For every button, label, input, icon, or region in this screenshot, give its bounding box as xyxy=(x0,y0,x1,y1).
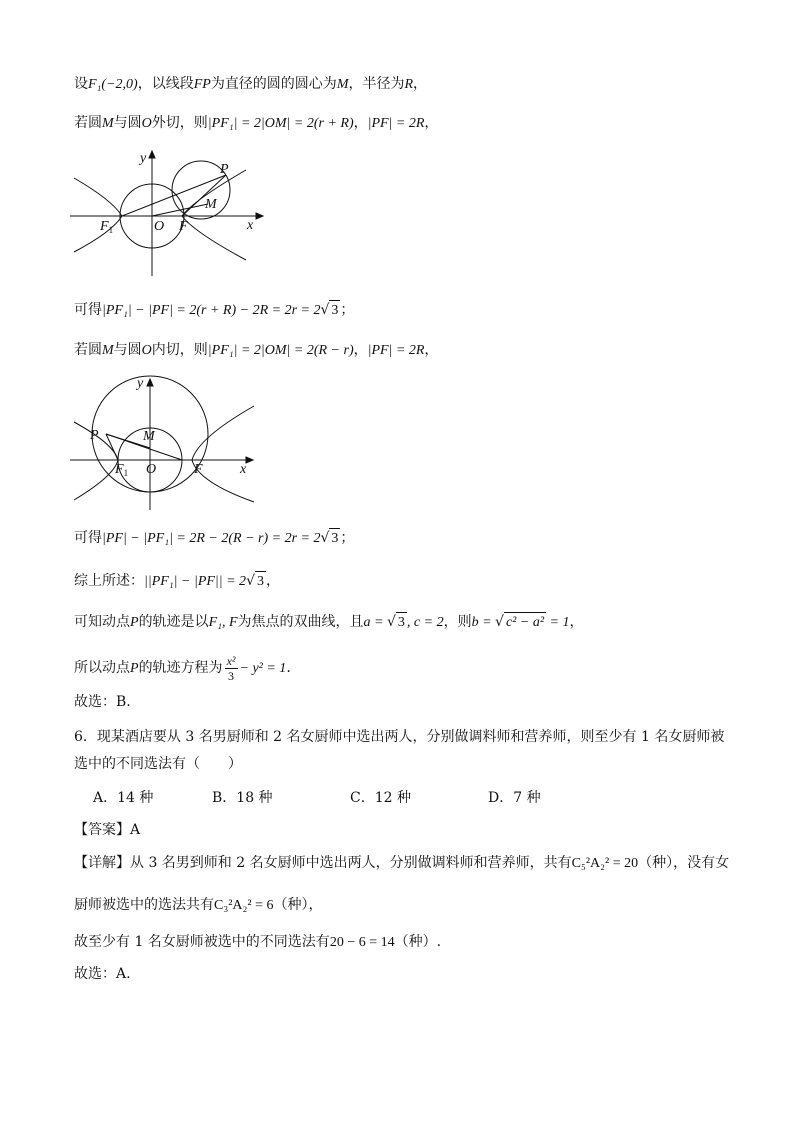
math-expr: , c = 2 xyxy=(406,615,444,630)
text: ，以线段 xyxy=(137,76,194,92)
math-expr: ||PF₁| − |PF|| = 2 xyxy=(144,574,247,589)
text: 内切，则 xyxy=(151,342,208,358)
label-o: O xyxy=(146,462,157,477)
label-y: y xyxy=(140,151,147,166)
detail-line-1 xyxy=(74,853,729,874)
x-axis-arrow xyxy=(246,457,253,463)
sqrt-sign: √ xyxy=(495,614,504,630)
math-expr: − y² = 1 xyxy=(239,661,287,676)
text: ， xyxy=(265,573,280,589)
math-expr: F₁, F xyxy=(208,615,238,630)
math-expr: b = xyxy=(471,615,496,630)
text: 外切，则 xyxy=(151,115,208,131)
text-line-9: 故选：B. xyxy=(74,694,131,710)
text: 可得 xyxy=(74,530,102,546)
sqrt-radicand: 3 xyxy=(255,571,266,592)
math-expr: C₃²A₂² = 6 xyxy=(214,898,274,913)
text: ，半径为 xyxy=(348,76,405,92)
figure-internal-tangent xyxy=(70,372,265,512)
label-f: F xyxy=(179,219,188,234)
segment-om xyxy=(152,204,208,216)
label-f1: $F_1$ xyxy=(115,462,129,478)
text: 厨师被选中的选法共有 xyxy=(74,897,214,913)
right-branch xyxy=(192,406,254,502)
text-line-8 xyxy=(74,652,291,685)
text: 可得 xyxy=(74,302,102,318)
sqrt-radicand: 3 xyxy=(329,528,340,549)
y-axis-arrow xyxy=(149,151,155,158)
text: ； xyxy=(340,530,355,546)
text-line-1 xyxy=(74,74,427,95)
text-line-4 xyxy=(74,340,438,361)
x-axis-arrow xyxy=(256,213,263,219)
sqrt-sign: √ xyxy=(320,530,330,546)
text: 故至少有 1 名女厨师被选中的不同选法有 xyxy=(74,934,330,950)
math-var: R xyxy=(404,77,414,92)
sqrt-sign: √ xyxy=(246,573,255,589)
math-var: FP xyxy=(193,77,211,92)
text: 所以动点 xyxy=(74,660,130,676)
math-var: O xyxy=(141,343,152,358)
math-var: O xyxy=(141,116,152,131)
text: ， xyxy=(424,115,439,131)
label-x: x xyxy=(247,218,254,233)
math-var: P xyxy=(130,661,139,676)
figure-external-tangent xyxy=(70,148,265,280)
text: ， xyxy=(413,76,428,92)
math-expr: |PF₁| = 2|OM| = 2(r + R) xyxy=(207,116,354,131)
math-expr: C₅²A₂² = 20 xyxy=(571,856,639,871)
fraction-numerator: x² xyxy=(226,653,236,668)
text-line-2 xyxy=(74,113,438,134)
right-branch xyxy=(182,170,246,260)
math-var: M xyxy=(102,116,114,131)
option-d: D．7 种 xyxy=(488,790,541,806)
label-f: F xyxy=(194,462,203,477)
sqrt-radicand: 3 xyxy=(329,300,340,321)
option-b: B．18 种 xyxy=(212,790,273,806)
math-expr: F₁(−2,0) xyxy=(88,77,138,92)
math-expr: |PF₁| − |PF| = 2(r + R) − 2R = 2r = 2 xyxy=(102,303,321,318)
option-c: C．12 种 xyxy=(350,790,411,806)
text: 设 xyxy=(74,76,88,92)
text: （种）， xyxy=(273,897,323,913)
text: 的轨迹方程为 xyxy=(138,660,223,676)
label-y: y xyxy=(137,376,144,391)
text: 若圆 xyxy=(74,342,102,358)
sqrt-sign: √ xyxy=(387,614,396,630)
math-var: M xyxy=(102,343,114,358)
label-f1: $F_1$ xyxy=(100,219,114,235)
fraction-denominator: 3 xyxy=(228,668,235,683)
text-line-6 xyxy=(74,571,280,592)
text: ； xyxy=(340,302,355,318)
text: 若圆 xyxy=(74,115,102,131)
fraction xyxy=(225,654,238,683)
math-var: P xyxy=(130,615,139,630)
text: 【详解】从 3 名男到师和 2 名女厨师中选出两人，分别做调料师和营养师，共有 xyxy=(74,855,572,871)
detail-line-2 xyxy=(74,895,323,916)
option-a: A．14 种 xyxy=(93,790,154,806)
math-expr: |PF| = 2R xyxy=(367,343,425,358)
text: 的轨迹是以 xyxy=(138,614,209,630)
text: ， xyxy=(353,342,368,358)
sqrt-sign: √ xyxy=(320,302,330,318)
label-x: x xyxy=(240,462,247,477)
label-o: O xyxy=(154,219,165,234)
math-expr: |PF₁| = 2|OM| = 2(R − r) xyxy=(207,343,354,358)
y-axis-arrow xyxy=(147,379,153,386)
label-p: P xyxy=(90,428,99,443)
text: ， xyxy=(353,115,368,131)
text: （种）. xyxy=(394,934,442,950)
final-answer-line: 故选：A. xyxy=(74,966,131,982)
sqrt-radicand: c² − a² xyxy=(504,612,546,633)
text-line-5 xyxy=(74,528,354,549)
text-line-3 xyxy=(74,300,354,321)
math-expr: 20 − 6 = 14 xyxy=(329,935,395,950)
math-expr: = 1 xyxy=(546,615,570,630)
label-m: M xyxy=(205,197,217,212)
text: 与圆 xyxy=(113,342,142,358)
text: 为焦点的双曲线，且 xyxy=(237,614,364,630)
segment-fp xyxy=(182,175,226,216)
label-m: M xyxy=(143,429,155,444)
text: ，则 xyxy=(443,614,472,630)
text: （种），没有女 xyxy=(638,855,730,871)
math-expr: |PF| − |PF₁| = 2R − 2(R − r) = 2r = 2 xyxy=(102,531,321,546)
math-expr: a = xyxy=(363,615,387,630)
math-var: M xyxy=(336,77,349,92)
text: 为直径的圆的圆心为 xyxy=(210,76,337,92)
text: 可知动点 xyxy=(74,614,130,630)
text: 与圆 xyxy=(113,115,142,131)
question-6-line-1: 6．现某酒店要从 3 名男厨师和 2 名女厨师中选出两人，分别做调料师和营养师，则至少有 1 名女厨师被 xyxy=(74,729,725,745)
answer-line: 【答案】A xyxy=(74,822,141,838)
question-6-line-2: 选中的不同选法有（ ） xyxy=(74,756,242,772)
math-expr: |PF| = 2R xyxy=(367,116,425,131)
text: 综上所述： xyxy=(74,573,144,589)
text-line-7 xyxy=(74,612,583,633)
text: ， xyxy=(424,342,439,358)
left-branch xyxy=(74,178,122,252)
text: ， xyxy=(569,614,584,630)
text: . xyxy=(286,660,291,676)
detail-line-3 xyxy=(74,932,441,953)
sqrt-radicand: 3 xyxy=(396,612,407,633)
label-p: P xyxy=(220,162,229,177)
